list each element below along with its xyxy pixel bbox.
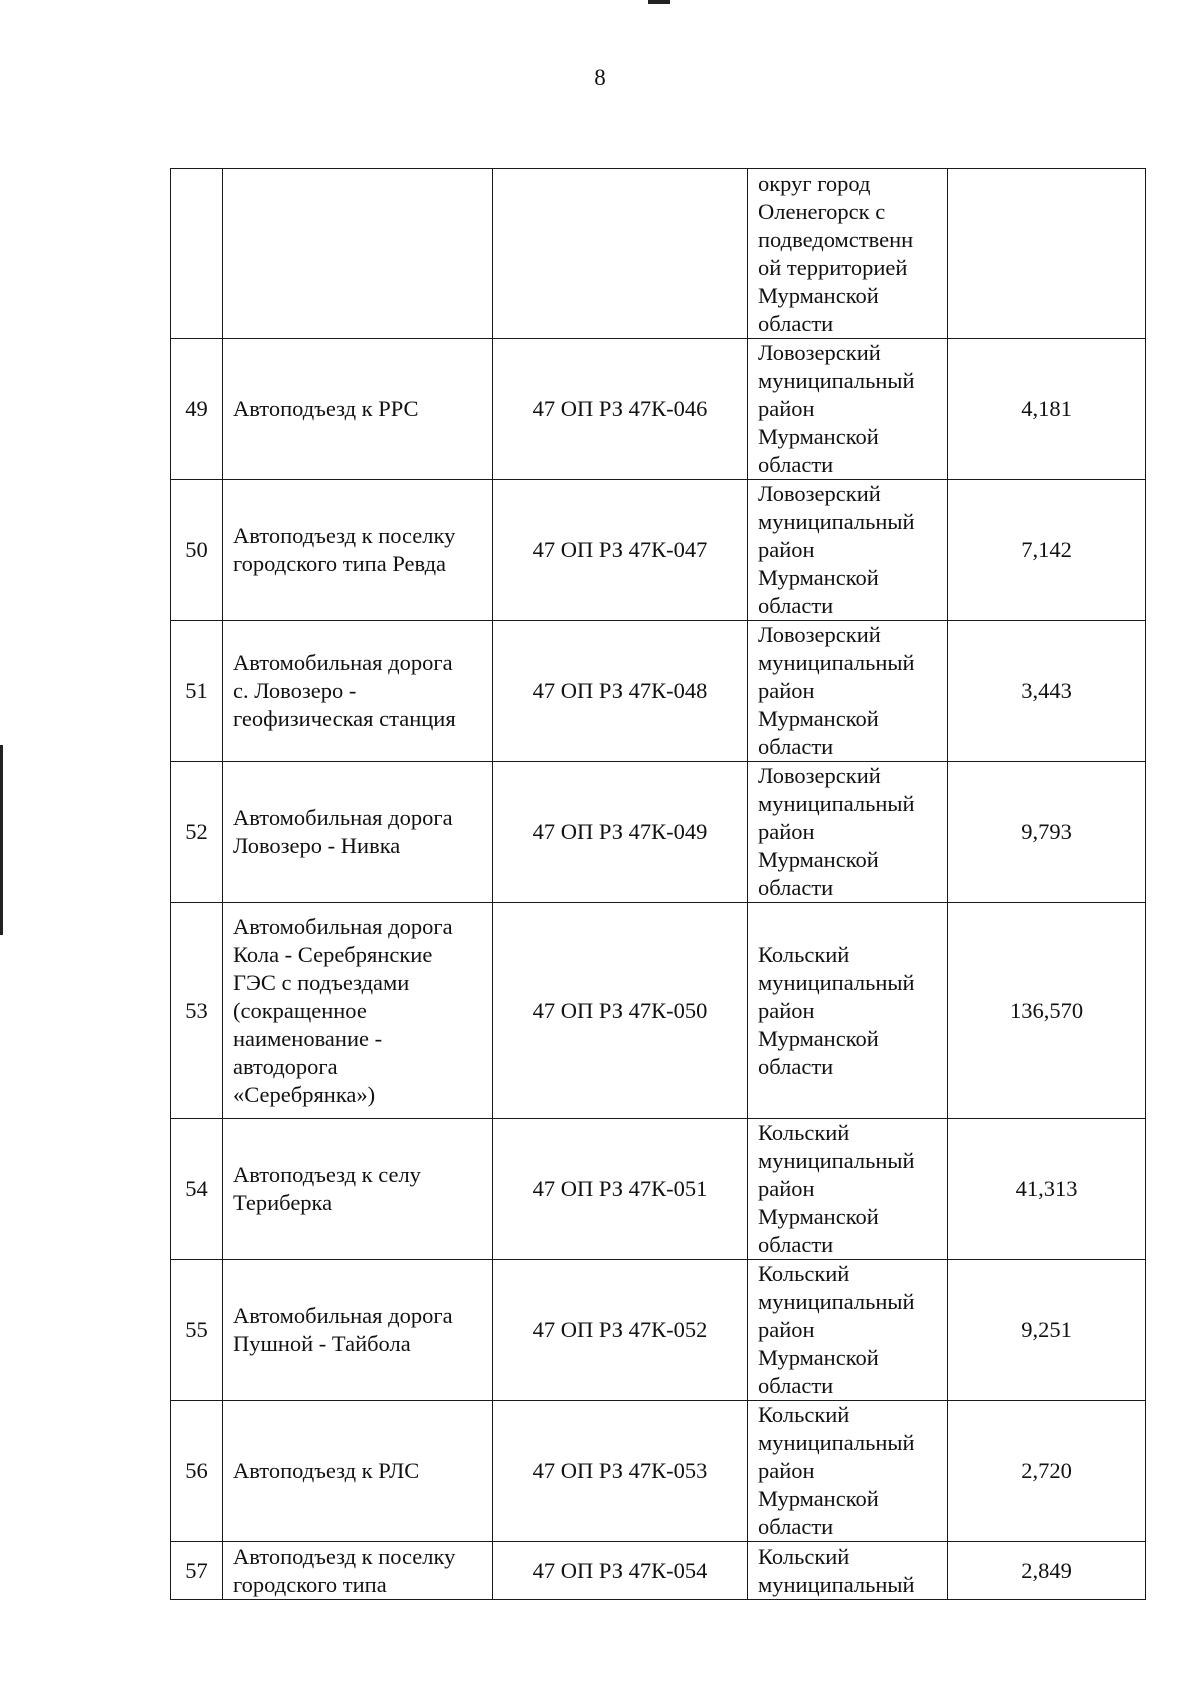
road-name-cell: Автомобильная дорога Ловозеро - Нивка: [223, 762, 493, 903]
row-number-cell: 55: [171, 1260, 223, 1401]
road-code-cell: 47 ОП РЗ 47К-049: [493, 762, 748, 903]
length-cell: 7,142: [948, 480, 1146, 621]
district-cell: Ловозерский муниципальный район Мурманской области: [748, 762, 948, 903]
length-cell: 3,443: [948, 621, 1146, 762]
table-row: [171, 169, 1146, 339]
road-code-cell: 47 ОП РЗ 47К-048: [493, 621, 748, 762]
row-number-cell: 52: [171, 762, 223, 903]
road-code-cell: 47 ОП РЗ 47К-054: [493, 1542, 748, 1600]
road-code-cell: [493, 169, 748, 339]
length-cell: 9,251: [948, 1260, 1146, 1401]
table-row: [171, 762, 1146, 903]
row-number-cell: 56: [171, 1401, 223, 1542]
length-cell: 136,570: [948, 903, 1146, 1119]
district-cell: Ловозерский муниципальный район Мурманской области: [748, 480, 948, 621]
row-number-cell: 50: [171, 480, 223, 621]
table-row: [171, 480, 1146, 621]
road-code-cell: 47 ОП РЗ 47К-052: [493, 1260, 748, 1401]
road-code-cell: 47 ОП РЗ 47К-047: [493, 480, 748, 621]
row-number-cell: 53: [171, 903, 223, 1119]
district-cell: Ловозерский муниципальный район Мурманской области: [748, 339, 948, 480]
district-cell: Кольский муниципальный: [748, 1542, 948, 1600]
district-cell: округ город Оленегорск с подведомственн ой территорией Мурманской области: [748, 169, 948, 339]
table-row: [171, 621, 1146, 762]
row-number-cell: [171, 169, 223, 339]
district-cell: Кольский муниципальный район Мурманской области: [748, 1401, 948, 1542]
road-code-cell: 47 ОП РЗ 47К-050: [493, 903, 748, 1119]
road-name-cell: Автомобильная дорога Пушной - Тайбола: [223, 1260, 493, 1401]
table-row: [171, 1260, 1146, 1401]
scan-artifact-top: [648, 0, 670, 4]
road-code-cell: 47 ОП РЗ 47К-051: [493, 1119, 748, 1260]
table-row: [171, 1542, 1146, 1600]
district-cell: Кольский муниципальный район Мурманской области: [748, 1260, 948, 1401]
table-row: [171, 1401, 1146, 1542]
road-name-cell: Автоподъезд к поселку городского типа Ревда: [223, 480, 493, 621]
length-cell: [948, 169, 1146, 339]
district-cell: Кольский муниципальный район Мурманской области: [748, 903, 948, 1119]
page-number: 8: [594, 65, 606, 90]
table-row: [171, 903, 1146, 1119]
scan-artifact-left: [0, 745, 3, 935]
length-cell: 9,793: [948, 762, 1146, 903]
row-number-cell: 54: [171, 1119, 223, 1260]
road-name-cell: Автомобильная дорога с. Ловозеро - геофизическая станция: [223, 621, 493, 762]
road-code-cell: 47 ОП РЗ 47К-046: [493, 339, 748, 480]
road-name-cell: Автоподъезд к РРС: [223, 339, 493, 480]
road-name-cell: Автомобильная дорога Кола - Серебрянские ГЭС с подъездами (сокращенное наименование - автодорога «Серебрянка»): [223, 903, 493, 1119]
row-number-cell: 51: [171, 621, 223, 762]
district-cell: Кольский муниципальный район Мурманской области: [748, 1119, 948, 1260]
table-row: [171, 1119, 1146, 1260]
length-cell: 2,849: [948, 1542, 1146, 1600]
length-cell: 2,720: [948, 1401, 1146, 1542]
row-number-cell: 49: [171, 339, 223, 480]
length-cell: 41,313: [948, 1119, 1146, 1260]
length-cell: 4,181: [948, 339, 1146, 480]
road-name-cell: [223, 169, 493, 339]
district-cell: Ловозерский муниципальный район Мурманской области: [748, 621, 948, 762]
row-number-cell: 57: [171, 1542, 223, 1600]
road-name-cell: Автоподъезд к селу Териберка: [223, 1119, 493, 1260]
roads-table: [170, 168, 1146, 1600]
road-name-cell: Автоподъезд к поселку городского типа: [223, 1542, 493, 1600]
road-name-cell: Автоподъезд к РЛС: [223, 1401, 493, 1542]
road-code-cell: 47 ОП РЗ 47К-053: [493, 1401, 748, 1542]
table-row: [171, 339, 1146, 480]
